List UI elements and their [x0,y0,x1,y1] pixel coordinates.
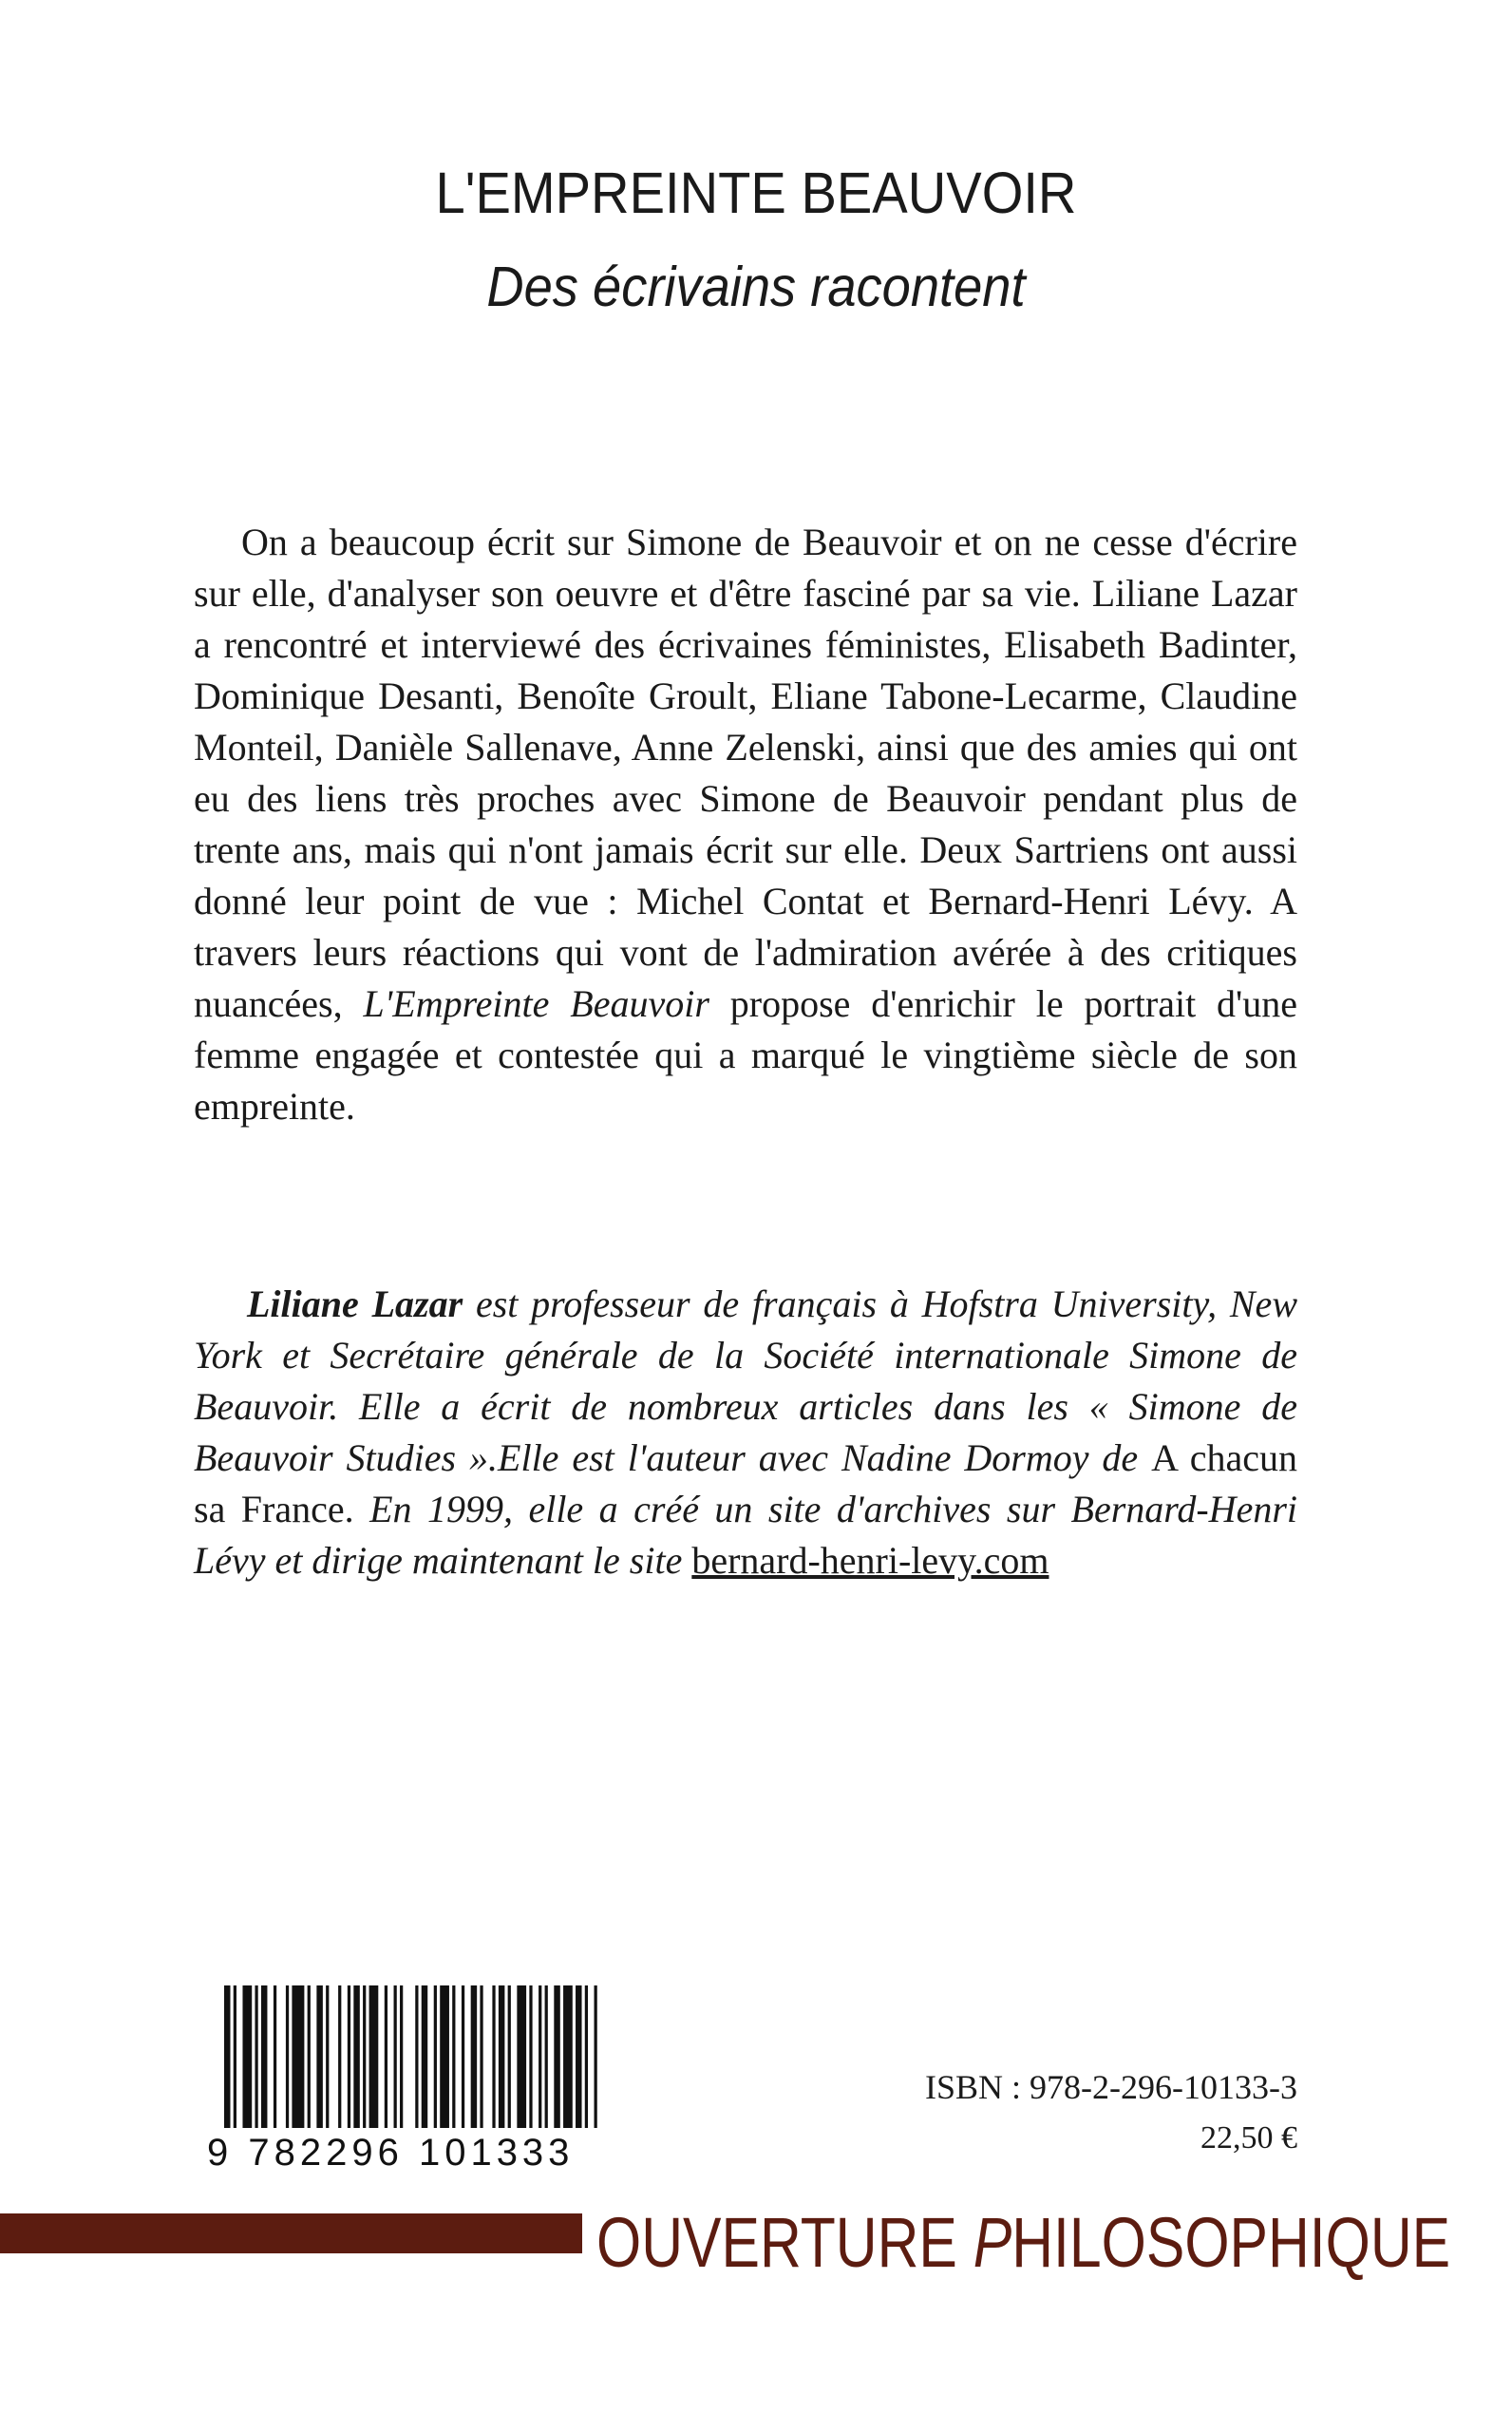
barcode-bar [224,1985,230,2128]
summary-text-2: propose d'enrichir le portrait d'une femme engagée et contestée qui a marqué le vingtième siècle de son empreinte. [194,982,1298,1128]
barcode-bar [348,1985,350,2128]
isbn-number: ISBN : 978-2-296-10133-3 [925,2068,1297,2106]
barcode-bar [563,1985,573,2128]
book-subtitle: Des écrivains racontent [486,256,1026,318]
barcode-bar [363,1985,366,2128]
barcode-bar [338,1985,341,2128]
barcode-bar [452,1985,455,2128]
website-link[interactable]: bernard-henri-levy.com [691,1539,1049,1582]
barcode-bar [545,1985,548,2128]
price: 22,50 € [1200,2120,1297,2156]
series-italic-letter: P [973,2203,1012,2282]
barcode-bar [440,1985,449,2128]
barcode-bar [242,1985,252,2128]
barcode-bar [492,1985,495,2128]
barcode-bar [517,1985,526,2128]
bio-book-title: A chacun sa France. [194,1436,1297,1530]
barcode-bar [308,1985,311,2128]
barcode-bar [471,1985,477,2128]
barcode-bar [394,1985,397,2128]
barcode-bar [480,1985,482,2128]
barcode-bar [255,1985,257,2128]
barcode-bar [326,1985,329,2128]
barcode-bar [353,1985,359,2128]
barcode-bar [261,1985,267,2128]
summary-book-title: L'Empreinte Beauvoir [363,982,709,1025]
barcode-bar [422,1985,427,2128]
barcode-bar [234,1985,236,2128]
barcode-bar [316,1985,322,2128]
series-word-2: HILOSOPHIQUE [1011,2203,1451,2282]
barcode-bar [286,1985,289,2128]
barcode-bar [595,1985,597,2128]
barcode-bar [415,1985,418,2128]
barcode [224,1985,600,2128]
barcode-bar [529,1985,532,2128]
barcode-bar [508,1985,511,2128]
book-title: L'EMPREINTE BEAUVOIR [435,161,1077,225]
series-name [596,2202,1450,2283]
barcode-digits: 9 782296 101333 [207,2132,575,2174]
author-name: Liliane Lazar [247,1282,463,1325]
barcode-bar [576,1985,581,2128]
bio-text-2: En 1999, elle a créé un site d'archives sur Bernard-Henri Lévy et dirige maintenant le site [194,1488,1298,1582]
barcode-bar [369,1985,379,2128]
barcode-bar [292,1985,304,2128]
barcode-bar [400,1985,403,2128]
author-bio [194,1279,1297,1586]
barcode-bar [539,1985,541,2128]
bio-text-1: est professeur de français à Hofstra University, New York et Secrétaire générale de la Société internationale Simone de Beauvoir. Elle a écrit de nombreux articles dans les « Simone de Beauvoir Studies ».Elle est l'auteur avec Nadine Dormoy de [194,1282,1297,1479]
book-summary [194,517,1297,1132]
series-word-1: OUVERTURE [596,2203,957,2282]
barcode-bar [554,1985,559,2128]
series-color-bar [0,2213,582,2253]
barcode-bar [274,1985,276,2128]
barcode-bar [462,1985,464,2128]
barcode-bar [499,1985,504,2128]
barcode-bar [385,1985,387,2128]
barcode-bar [434,1985,437,2128]
barcode-bar [585,1985,588,2128]
summary-text-1: On a beaucoup écrit sur Simone de Beauvoir et on ne cesse d'écrire sur elle, d'analyser son oeuvre et d'être fasciné par sa vie. Liliane Lazar a rencontré et interviewé des écrivaines féministes, Elisabeth Badinter, Dominique Desanti, Benoîte Groult, Eliane Tabone-Lecarme, Claudine Monteil, Danièle Sallenave, Anne Zelenski, ainsi que des amies qui ont eu des liens très proches avec Simone de Beauvoir pendant plus de trente ans, mais qui n'ont jamais écrit sur elle. Deux Sartriens ont aussi donné leur point de vue : Michel Contat et Bernard-Henri Lévy. A travers leurs réactions qui vont de l'admiration avérée à des critiques nuancées, [194,521,1297,1025]
